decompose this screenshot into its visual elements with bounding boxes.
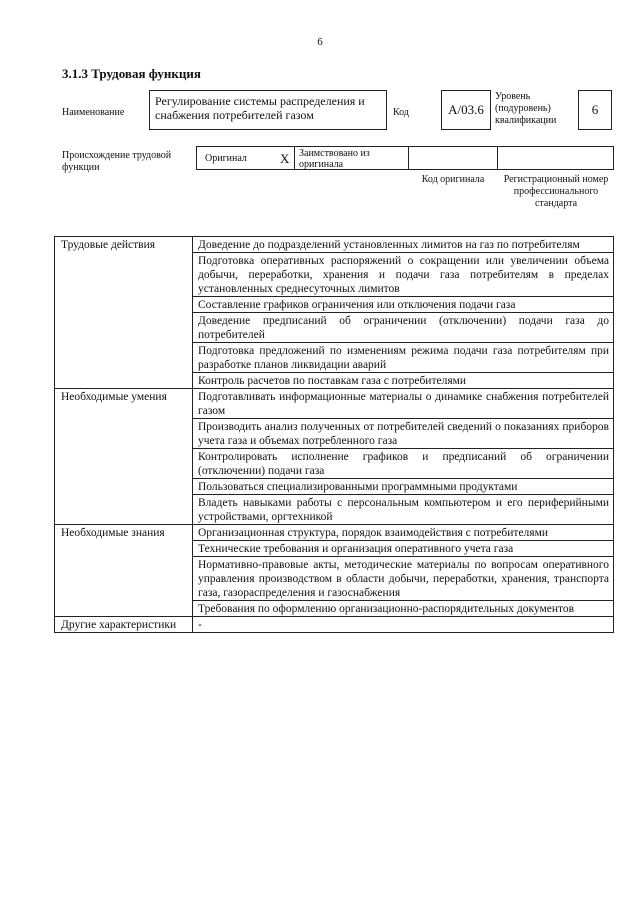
qualification-level-box: 6 bbox=[578, 90, 612, 130]
other-value: - bbox=[193, 617, 614, 633]
level-label: Уровень (подуровень) квалификации bbox=[495, 91, 557, 126]
borrowed-label: Заимствовано из оригинала bbox=[299, 148, 370, 170]
skill-item: Владеть навыками работы с персональным компьютером и его периферийными устройствами, оргтехникой bbox=[193, 495, 614, 525]
code-label: Код bbox=[393, 107, 409, 118]
borrowed-cell bbox=[294, 146, 409, 170]
function-code-box: А/03.6 bbox=[441, 90, 491, 130]
original-mark: X bbox=[280, 151, 290, 166]
action-item: Составление графиков ограничения или отключения подачи газа bbox=[193, 297, 614, 313]
code-original-label: Код оригинала bbox=[421, 174, 485, 185]
function-details-table bbox=[54, 236, 614, 633]
code-original-cell bbox=[408, 146, 498, 170]
actions-heading: Трудовые действия bbox=[55, 237, 193, 389]
action-item: Доведение предписаний об ограничении (отключении) подачи газа до потребителей bbox=[193, 313, 614, 343]
original-label: Оригинал bbox=[205, 153, 247, 164]
skill-item: Контролировать исполнение графиков и предписаний об ограничении (отключении) подачи газа bbox=[193, 449, 614, 479]
function-name-box: Регулирование системы распределения и снабжения потребителей газом bbox=[149, 90, 387, 130]
knowledge-item: Технические требования и организация оперативного учета газа bbox=[193, 541, 614, 557]
table-row bbox=[55, 237, 614, 253]
origin-label: Происхождение трудовой функции bbox=[62, 150, 172, 173]
skills-heading: Необходимые умения bbox=[55, 389, 193, 525]
knowledge-item: Нормативно-правовые акты, методические материалы по вопросам оперативного управления производством в области добычи, переработки, хранения, транспорта газа, газораспределения и газоснабжения bbox=[193, 557, 614, 601]
original-cell bbox=[196, 146, 295, 170]
knowledge-item: Требования по оформлению организационно-распорядительных документов bbox=[193, 601, 614, 617]
action-item: Подготовка оперативных распоряжений о сокращении или увеличении объема добычи, переработки, хранения и подачи газа потребителям в пределах установленных среднесуточных лимитов bbox=[193, 253, 614, 297]
skill-item: Пользоваться специализированными программными продуктами bbox=[193, 479, 614, 495]
section-title: 3.1.3 Трудовая функция bbox=[62, 66, 201, 81]
action-item: Доведение до подразделений установленных лимитов на газ по потребителям bbox=[193, 237, 614, 253]
other-heading: Другие характеристики bbox=[55, 617, 193, 633]
knowledge-item: Организационная структура, порядок взаимодействия с потребителями bbox=[193, 525, 614, 541]
skill-item: Подготавливать информационные материалы о динамике снабжения потребителей газом bbox=[193, 389, 614, 419]
table-row bbox=[55, 617, 614, 633]
name-label: Наименование bbox=[62, 107, 125, 118]
reg-number-label: Регистрационный номер профессионального стандарта bbox=[503, 174, 609, 209]
page-number: 6 bbox=[317, 36, 323, 48]
skill-item: Производить анализ полученных от потребителей сведений о показаниях приборов учета газа и объемах потребленного газа bbox=[193, 419, 614, 449]
action-item: Подготовка предложений по изменениям режима подачи газа потребителям при разработке планов ликвидации аварий bbox=[193, 343, 614, 373]
table-row bbox=[55, 389, 614, 419]
table-row bbox=[55, 525, 614, 541]
knowledge-heading: Необходимые знания bbox=[55, 525, 193, 617]
origin-row bbox=[196, 146, 614, 170]
action-item: Контроль расчетов по поставкам газа с потребителями bbox=[193, 373, 614, 389]
reg-number-cell bbox=[497, 146, 614, 170]
